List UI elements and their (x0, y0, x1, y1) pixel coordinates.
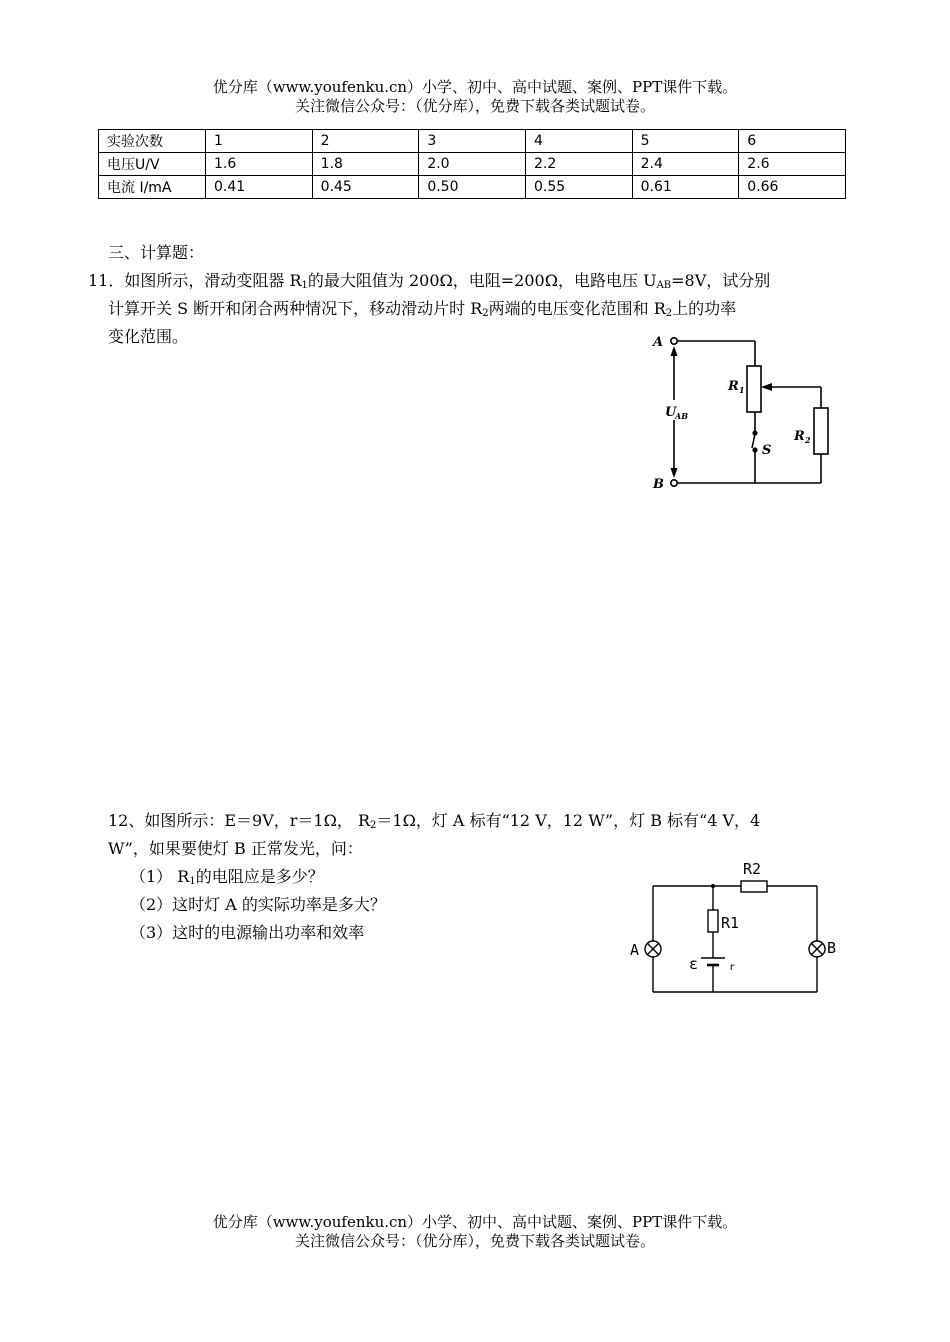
q11-line-3: 变化范围。 (108, 327, 189, 346)
table-cell: 2.6 (739, 153, 846, 176)
q12-line-1 (108, 810, 760, 837)
q11-text: =8V，试分别 (671, 271, 771, 290)
q11-text: 计算开关 S 断开和闭合两种情况下，移动滑动片时 R (108, 299, 483, 318)
label-b: B (653, 477, 664, 492)
table-cell: 2.2 (525, 153, 632, 176)
table-cell: 0.41 (206, 176, 313, 199)
label-a: A (653, 335, 664, 350)
subscript: 2 (370, 820, 377, 831)
q12-text: 12、如图所示：E＝9V，r＝1Ω， R (108, 811, 371, 830)
subscript: AB (656, 280, 672, 291)
table-cell: 电流 I/mA (99, 176, 206, 199)
q11-text: 的最大阻值为 200Ω，电阻=200Ω，电路电压 U (307, 271, 657, 290)
label-uab-sub: AB (675, 411, 688, 421)
label-r2: R (794, 429, 805, 444)
terminal-b (671, 480, 677, 486)
table-row (99, 153, 846, 176)
label-r1-sub: 1 (739, 385, 745, 395)
q12-text: ＝1Ω，灯 A 标有“12 V，12 W”，灯 B 标有“4 V，4 (376, 811, 761, 830)
table-cell: 1 (206, 130, 313, 153)
slider-arrow (761, 383, 772, 391)
table-cell: 实验次数 (99, 130, 206, 153)
section-title: 三、计算题： (108, 243, 205, 262)
q11-text: 上的功率 (672, 299, 737, 318)
label-r1: R (728, 379, 739, 394)
header-line-2: 关注微信公众号：（优分库），免费下载各类试题试卷。 (294, 97, 655, 115)
table-row (99, 176, 846, 199)
subscript: 1 (301, 280, 308, 291)
subscript: 1 (189, 876, 196, 887)
table-cell: 3 (419, 130, 526, 153)
label-emf: ε (689, 955, 699, 973)
footer-line-1: 优分库（www.youfenku.cn）小学、初中、高中试题、案例、PPT课件下载。 (212, 1213, 738, 1231)
q12-item-1 (130, 866, 324, 893)
label-uab: U (665, 405, 677, 420)
resistor-r1 (747, 366, 761, 412)
label-r2: R2 (743, 860, 762, 878)
header-line-1: 优分库（www.youfenku.cn）小学、初中、高中试题、案例、PPT课件下载。 (212, 78, 738, 96)
resistor-r2 (814, 408, 828, 454)
resistor-r2 (741, 881, 767, 892)
resistor-r1 (708, 910, 718, 932)
experiment-table (98, 129, 846, 199)
q11-line-2 (108, 298, 736, 325)
table-cell: 5 (632, 130, 739, 153)
table-cell: 6 (739, 130, 846, 153)
table-cell: 4 (525, 130, 632, 153)
table-cell: 0.61 (632, 176, 739, 199)
q12-text: 的电阻应是多少？ (195, 867, 324, 886)
q12-item-3: （3）这时的电源输出功率和效率 (130, 923, 365, 942)
subscript: 2 (665, 308, 673, 319)
label-s: S (762, 443, 772, 458)
subscript: 2 (482, 308, 489, 319)
table-cell: 2.4 (632, 153, 739, 176)
q11-text: 11．如图所示，滑动变阻器 R (88, 271, 302, 290)
table-cell: 0.55 (525, 176, 632, 199)
terminal-a (671, 338, 677, 344)
q12-item-2: （2）这时灯 A 的实际功率是多大？ (130, 895, 386, 914)
label-r1: R1 (721, 914, 740, 932)
table-cell: 0.66 (739, 176, 846, 199)
table-cell: 2.0 (419, 153, 526, 176)
label-r2-sub: 2 (805, 435, 811, 445)
label-internal-r: r (729, 962, 736, 973)
table-cell: 电压U/V (99, 153, 206, 176)
q11-text: 两端的电压变化范围和 R (488, 299, 666, 318)
label-b: B (827, 939, 837, 957)
table-cell: 0.45 (312, 176, 419, 199)
table-cell: 0.50 (419, 176, 526, 199)
q12-circuit-diagram (625, 852, 845, 1002)
footer-line-2: 关注微信公众号：（优分库），免费下载各类试题试卷。 (294, 1232, 655, 1250)
label-a: A (630, 941, 640, 959)
table-cell: 1.8 (312, 153, 419, 176)
q12-line-2: W”，如果要使灯 B 正常发光，问： (108, 839, 363, 858)
switch-s (752, 434, 755, 448)
q12-text: （1） R (130, 867, 190, 886)
table-cell: 1.6 (206, 153, 313, 176)
table-row (99, 130, 846, 153)
table-cell: 2 (312, 130, 419, 153)
q11-line-1 (88, 270, 770, 297)
q11-circuit-diagram (645, 328, 845, 496)
